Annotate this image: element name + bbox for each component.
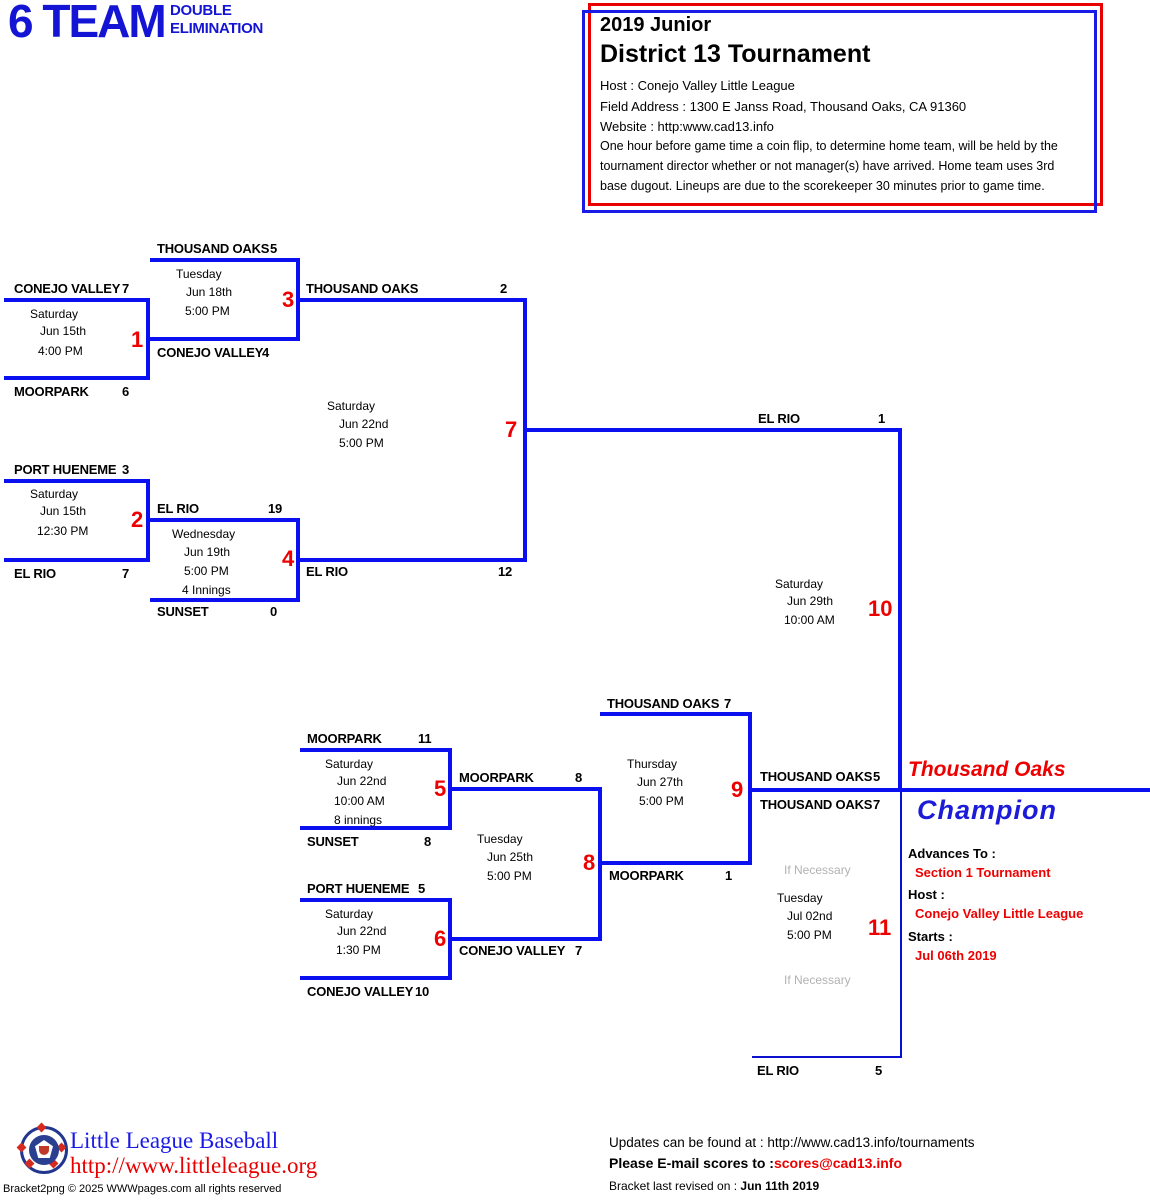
game4-winner-score: 12 (498, 564, 513, 579)
game8-winner-team: MOORPARK (609, 868, 684, 883)
game6-winner-team: CONEJO VALLEY (459, 943, 566, 958)
game5-note: 8 innings (334, 813, 383, 827)
little-league-name: Little League Baseball (70, 1128, 279, 1153)
website-line: Website : http:www.cad13.info (600, 119, 774, 134)
champion-line (750, 788, 1150, 792)
game1-bottom-team: MOORPARK (14, 384, 89, 399)
game1-top-team: CONEJO VALLEY (14, 281, 121, 296)
email-address: scores@cad13.info (773, 1155, 903, 1171)
game6-top-line (300, 898, 450, 902)
game9-day: Thursday (627, 757, 678, 771)
game3-top-line (150, 258, 300, 262)
host-line: Host : Conejo Valley Little League (600, 78, 795, 93)
game11-number: 11 (868, 915, 892, 940)
game1-number: 1 (131, 327, 144, 352)
game10-date: Jun 29th (787, 594, 834, 608)
game1-winner-line (148, 337, 300, 341)
page-subtitle-line2: ELIMINATION (170, 20, 264, 37)
game9-winner-score: 5 (873, 769, 881, 784)
rules-note-line2: tournament director whether or not manager(s) have arrived. Home team uses 3rd (600, 159, 1055, 173)
revised-label: Bracket last revised on : (609, 1179, 738, 1193)
game10-time: 10:00 AM (784, 613, 835, 627)
little-league-url: http://www.littleleague.org (70, 1153, 318, 1178)
game5-winner-team: MOORPARK (459, 770, 534, 785)
game3-bottom-team: CONEJO VALLEY (157, 345, 264, 360)
champion-team-name: Thousand Oaks (908, 758, 1066, 781)
revised-line (609, 1179, 819, 1193)
game9-number: 9 (731, 777, 744, 802)
game6-bottom-line (300, 976, 450, 980)
game10-winner-score: 7 (873, 797, 881, 812)
updates-text: Updates can be found at : http://www.cad13.info/tournaments (609, 1135, 975, 1150)
game1-date: Jun 15th (40, 324, 87, 338)
game5-day: Saturday (325, 757, 374, 771)
game4-winner-line (300, 558, 525, 562)
game5-bottom-team: SUNSET (307, 834, 359, 849)
game7-winner-line (525, 428, 902, 432)
game1-bottom-score: 6 (122, 384, 130, 399)
game6-winner-score: 7 (575, 943, 583, 958)
game6-date: Jun 22nd (337, 924, 387, 938)
game9-winner-team: THOUSAND OAKS (760, 769, 873, 784)
game5-top-team: MOORPARK (307, 731, 382, 746)
game1-top-score: 7 (122, 281, 130, 296)
game4-note: 4 Innings (182, 583, 231, 597)
game5-top-score: 11 (418, 731, 432, 746)
game9-top-team: THOUSAND OAKS (607, 696, 720, 711)
game2-time: 12:30 PM (37, 524, 89, 538)
game9-date: Jun 27th (637, 775, 684, 789)
game4-winner-team: EL RIO (306, 564, 348, 579)
game11-bottom-score: 5 (875, 1063, 883, 1078)
game5-winner-score: 8 (575, 770, 583, 785)
game2-day: Saturday (30, 487, 79, 501)
game4-day: Wednesday (172, 527, 236, 541)
game8-winner-line (600, 861, 750, 865)
advance-starts-label: Starts : (908, 929, 953, 944)
game1-bottom-line (4, 376, 148, 380)
game4-date: Jun 19th (184, 545, 231, 559)
game4-number: 4 (282, 546, 295, 571)
page-subtitle-line1: DOUBLE (170, 2, 232, 19)
game3-time: 5:00 PM (185, 304, 230, 318)
game11-time: 5:00 PM (787, 928, 832, 942)
email-label: Please E-mail scores to : (609, 1155, 774, 1171)
game4-time: 5:00 PM (184, 564, 229, 578)
game8-winner-score: 1 (725, 868, 733, 883)
game11-bottom-line (752, 1056, 902, 1058)
game11-if-necessary-top: If Necessary (784, 863, 851, 877)
game3-top-score: 5 (270, 241, 278, 256)
advances-to-label: Advances To : (908, 846, 996, 861)
game5-winner-line (450, 787, 600, 791)
game3-top-team: THOUSAND OAKS (157, 241, 270, 256)
game2-top-team: PORT HUENEME (14, 462, 117, 477)
game4-top-team: EL RIO (157, 501, 199, 516)
game10-day: Saturday (775, 577, 824, 591)
game3-number: 3 (282, 287, 295, 312)
little-league-logo (20, 1126, 68, 1174)
game7-day: Saturday (327, 399, 376, 413)
page-title: 6 TEAM (8, 0, 165, 47)
champion-label: Champion (917, 795, 1057, 825)
game11-bottom-team: EL RIO (757, 1063, 799, 1078)
game4-top-score: 19 (268, 501, 283, 516)
game10-number: 10 (868, 596, 893, 621)
game8-number: 8 (583, 850, 596, 875)
game1-time: 4:00 PM (38, 344, 83, 358)
game7-winner-score: 1 (878, 411, 886, 426)
game6-time: 1:30 PM (336, 943, 381, 957)
game7-time: 5:00 PM (339, 436, 384, 450)
copyright-text: Bracket2png © 2025 WWWpages.com all rights reserved (3, 1183, 282, 1195)
game3-winner-score: 2 (500, 281, 508, 296)
game8-date: Jun 25th (487, 850, 534, 864)
game5-number: 5 (434, 776, 447, 801)
game10-connector-line (898, 428, 902, 792)
game6-bottom-score: 10 (415, 984, 430, 999)
game2-top-score: 3 (122, 462, 130, 477)
game6-winner-line (450, 937, 600, 941)
game11-if-necessary-bottom: If Necessary (784, 973, 851, 987)
game1-day: Saturday (30, 307, 79, 321)
game9-time: 5:00 PM (639, 794, 684, 808)
game4-bottom-line (150, 598, 300, 602)
game3-winner-line (300, 298, 525, 302)
game6-top-score: 5 (418, 881, 426, 896)
game2-number: 2 (131, 507, 144, 532)
game2-top-line (4, 479, 148, 483)
game9-top-line (600, 712, 750, 716)
game11-connector-line (900, 792, 902, 1056)
rules-note-line1: One hour before game time a coin flip, to determine home team, will be held by the (600, 139, 1058, 153)
advance-host-label: Host : (908, 887, 945, 902)
revised-date: Jun 11th 2019 (740, 1179, 820, 1193)
tournament-year: 2019 Junior (600, 14, 712, 36)
game2-date: Jun 15th (40, 504, 87, 518)
game6-day: Saturday (325, 907, 374, 921)
game6-top-team: PORT HUENEME (307, 881, 410, 896)
tournament-title: District 13 Tournament (600, 40, 871, 68)
advance-host-value: Conejo Valley Little League (915, 906, 1084, 921)
game1-top-line (4, 298, 148, 302)
game11-date: Jul 02nd (787, 909, 833, 923)
game9-top-score: 7 (724, 696, 732, 711)
game11-day: Tuesday (777, 891, 823, 905)
field-address-line: Field Address : 1300 E Janss Road, Thousand Oaks, CA 91360 (600, 99, 967, 114)
email-line (609, 1155, 902, 1171)
game6-number: 6 (434, 926, 447, 951)
game3-winner-team: THOUSAND OAKS (306, 281, 419, 296)
game3-bottom-score: 4 (262, 345, 270, 360)
game8-time: 5:00 PM (487, 869, 532, 883)
game5-date: Jun 22nd (337, 774, 387, 788)
rules-note-line3: base dugout. Lineups are due to the scorekeeper 30 minutes prior to game time. (600, 179, 1045, 193)
game2-winner-line (148, 518, 300, 522)
game7-date: Jun 22nd (339, 417, 389, 431)
game7-number: 7 (505, 417, 518, 442)
game2-bottom-team: EL RIO (14, 566, 56, 581)
game8-day: Tuesday (477, 832, 523, 846)
game3-day: Tuesday (176, 267, 222, 281)
game5-time: 10:00 AM (334, 794, 385, 808)
game7-winner-team: EL RIO (758, 411, 800, 426)
game10-winner-team: THOUSAND OAKS (760, 797, 873, 812)
game4-bottom-team: SUNSET (157, 604, 209, 619)
advance-starts-value: Jul 06th 2019 (915, 948, 997, 963)
game2-bottom-line (4, 558, 148, 562)
game2-bottom-score: 7 (122, 566, 130, 581)
game5-top-line (300, 748, 450, 752)
advances-to-value: Section 1 Tournament (915, 865, 1051, 880)
game6-bottom-team: CONEJO VALLEY (307, 984, 414, 999)
game5-bottom-score: 8 (424, 834, 432, 849)
game3-date: Jun 18th (186, 285, 233, 299)
game4-bottom-score: 0 (270, 604, 278, 619)
